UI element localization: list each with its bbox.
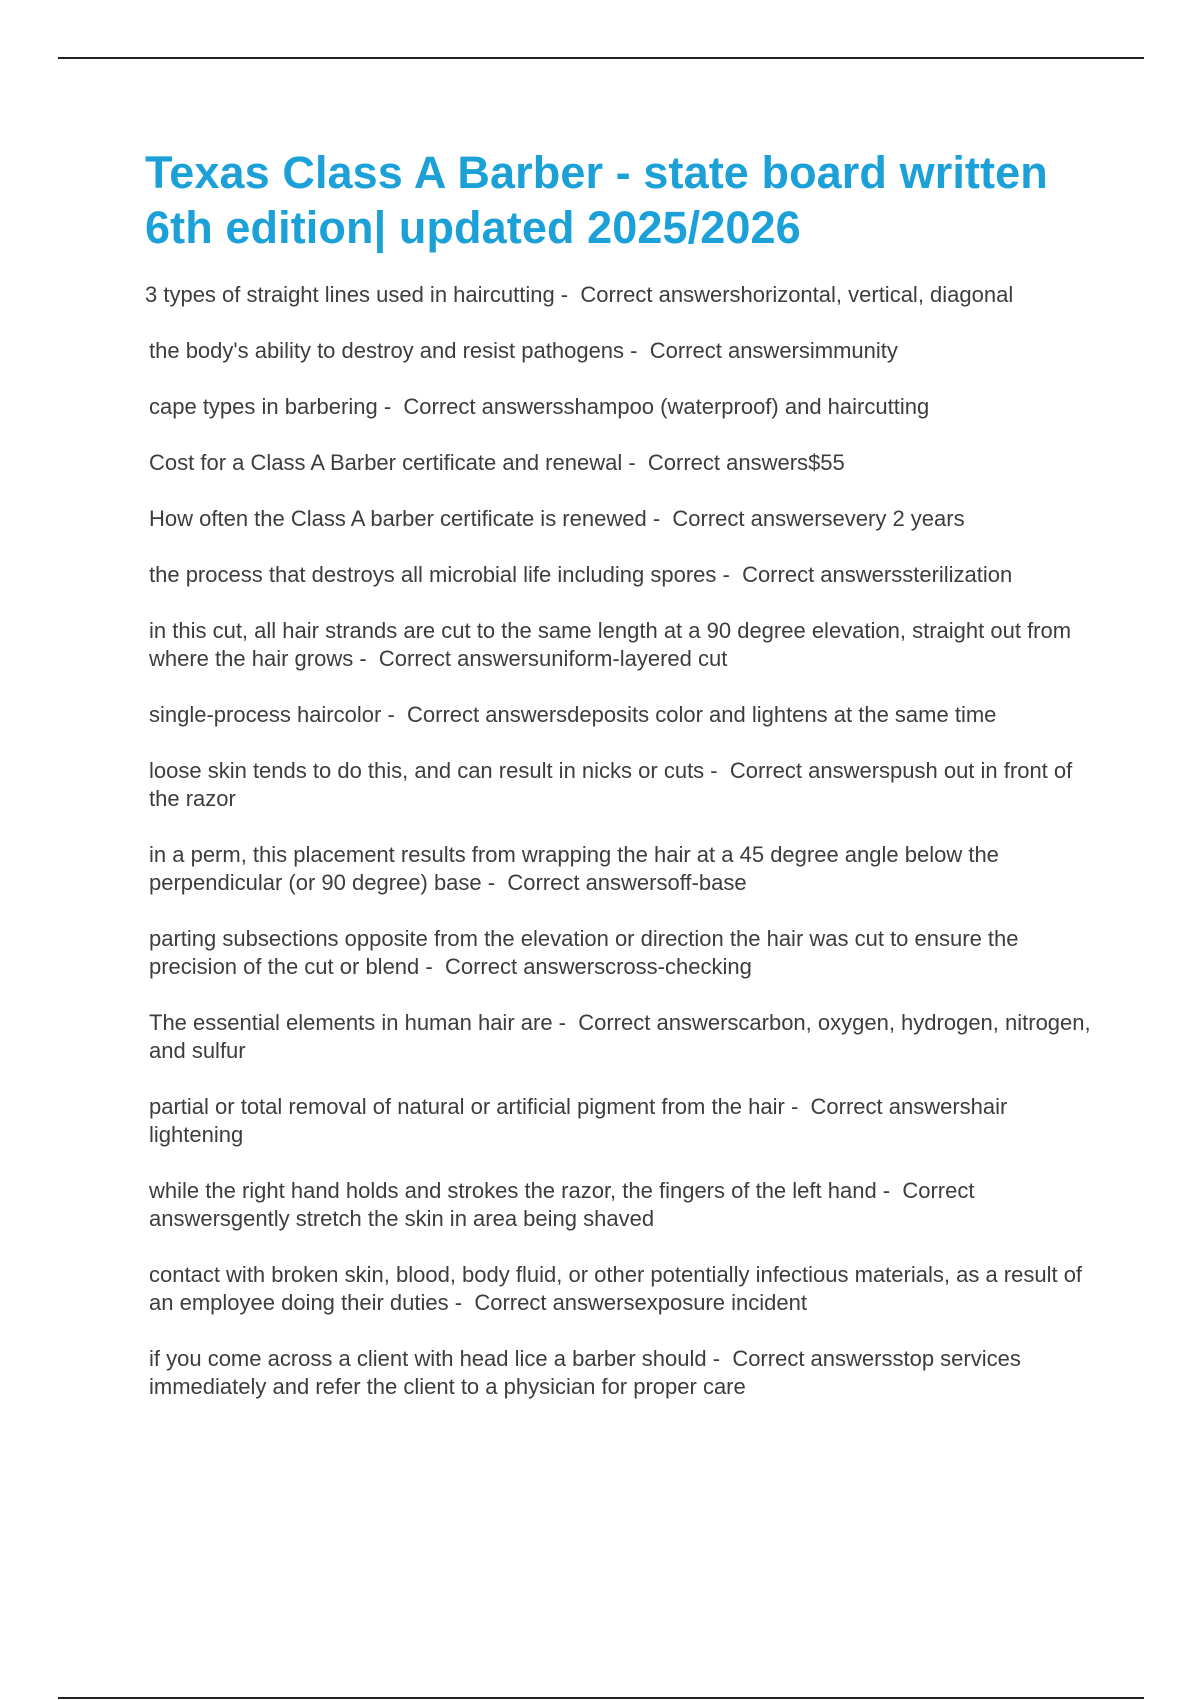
separator: -	[554, 282, 581, 307]
answer-text: every 2 years	[832, 506, 965, 531]
separator: -	[552, 1010, 579, 1035]
qa-item	[149, 617, 1095, 673]
question-text: in a perm, this placement results from wrapping the hair at a 45 degree angle below the perpendicular (or 90 degree) base	[149, 842, 999, 895]
answer-prefix: Correct answers	[444, 954, 606, 979]
question-text: in this cut, all hair strands are cut to the same length at a 90 degree elevation, straight out from where the hair grows	[149, 618, 1072, 671]
answer-prefix: Correct answers	[578, 1010, 739, 1035]
qa-item	[149, 925, 1095, 981]
qa-item	[149, 1009, 1095, 1065]
qa-item	[145, 281, 1095, 309]
question-text: 3 types of straight lines used in haircutting	[145, 282, 555, 307]
answer-text: immunity	[809, 338, 898, 363]
answer-text: off-base	[667, 870, 747, 895]
qa-item	[149, 505, 1095, 533]
answer-prefix: Correct answers	[507, 870, 668, 895]
separator: -	[622, 450, 648, 475]
answer-prefix: Correct answers	[403, 394, 564, 419]
question-text: How often the Class A barber certificate is renewed	[149, 506, 647, 531]
answer-prefix: Correct answers	[810, 1094, 971, 1119]
document-body	[145, 145, 1095, 1429]
answer-prefix: Correct answers	[649, 338, 810, 363]
separator: -	[706, 1346, 733, 1371]
answer-text: cross-checking	[605, 954, 752, 979]
answer-text: exposure incident	[634, 1290, 807, 1315]
qa-item	[149, 1177, 1095, 1233]
answer-text: stop services immediately and refer the client to a physician for proper care	[149, 1346, 1021, 1399]
question-text: The essential elements in human hair are	[149, 1010, 553, 1035]
question-text: if you come across a client with head lice a barber should	[149, 1346, 707, 1371]
qa-item	[149, 1345, 1095, 1401]
answer-prefix: Correct answers	[149, 1178, 975, 1231]
answer-text: deposits color and lightens at the same time	[567, 702, 997, 727]
separator: -	[876, 1178, 903, 1203]
answer-text: hair lightening	[149, 1094, 1008, 1147]
answer-text: gently stretch the skin in area being shaved	[230, 1206, 655, 1231]
qa-item	[149, 757, 1095, 813]
qa-item	[149, 701, 1095, 729]
separator: -	[353, 646, 379, 671]
answer-prefix: Correct answers	[647, 450, 809, 475]
answer-prefix: Correct answers	[378, 646, 540, 671]
qa-item	[149, 393, 1095, 421]
qa-item	[149, 841, 1095, 897]
question-text: contact with broken skin, blood, body fluid, or other potentially infectious materials, as a result of an employee doing their duties	[149, 1262, 1083, 1315]
separator: -	[448, 1290, 475, 1315]
answer-prefix: Correct answers	[580, 282, 741, 307]
question-text: loose skin tends to do this, and can result in nicks or cuts	[149, 758, 705, 783]
qa-item	[149, 1261, 1095, 1317]
question-text: single-process haircolor	[149, 702, 382, 727]
question-text: partial or total removal of natural or artificial pigment from the hair	[149, 1094, 785, 1119]
question-text: while the right hand holds and strokes the razor, the fingers of the left hand	[149, 1178, 877, 1203]
top-rule	[58, 57, 1144, 59]
question-text: parting subsections opposite from the elevation or direction the hair was cut to ensure the precision of the cut or blend	[149, 926, 1019, 979]
separator: -	[624, 338, 650, 363]
document-title: Texas Class A Barber - state board written 6th edition| updated 2025/2026	[145, 147, 1048, 253]
answer-text: push out in front of the razor	[149, 758, 1073, 811]
separator: -	[704, 758, 730, 783]
question-text: the process that destroys all microbial life including spores	[149, 562, 717, 587]
separator: -	[784, 1094, 811, 1119]
answer-text: shampoo (waterproof) and haircutting	[563, 394, 930, 419]
question-text: the body's ability to destroy and resist pathogens	[149, 338, 625, 363]
question-text: Cost for a Class A Barber certificate and renewal	[149, 450, 623, 475]
qa-item	[149, 449, 1095, 477]
answer-prefix: Correct answers	[729, 758, 891, 783]
qa-item	[149, 1093, 1095, 1149]
question-text: cape types in barbering	[149, 394, 378, 419]
answer-prefix: Correct answers	[474, 1290, 635, 1315]
qa-item	[149, 337, 1095, 365]
qa-list	[145, 281, 1095, 1401]
bottom-rule	[58, 1697, 1144, 1699]
separator: -	[646, 506, 673, 531]
separator: -	[377, 394, 404, 419]
answer-prefix: Correct answers	[672, 506, 833, 531]
separator: -	[716, 562, 743, 587]
answer-prefix: Correct answers	[742, 562, 903, 587]
answer-text: sterilization	[902, 562, 1013, 587]
qa-item	[149, 561, 1095, 589]
answer-text: $55	[808, 450, 845, 475]
answer-text: carbon, oxygen, hydrogen, nitrogen, and sulfur	[149, 1010, 1091, 1063]
answer-text: uniform-layered cut	[539, 646, 728, 671]
answer-prefix: Correct answers	[732, 1346, 893, 1371]
separator: -	[481, 870, 508, 895]
answer-text: horizontal, vertical, diagonal	[740, 282, 1014, 307]
separator: -	[381, 702, 407, 727]
answer-prefix: Correct answers	[407, 702, 568, 727]
separator: -	[419, 954, 445, 979]
